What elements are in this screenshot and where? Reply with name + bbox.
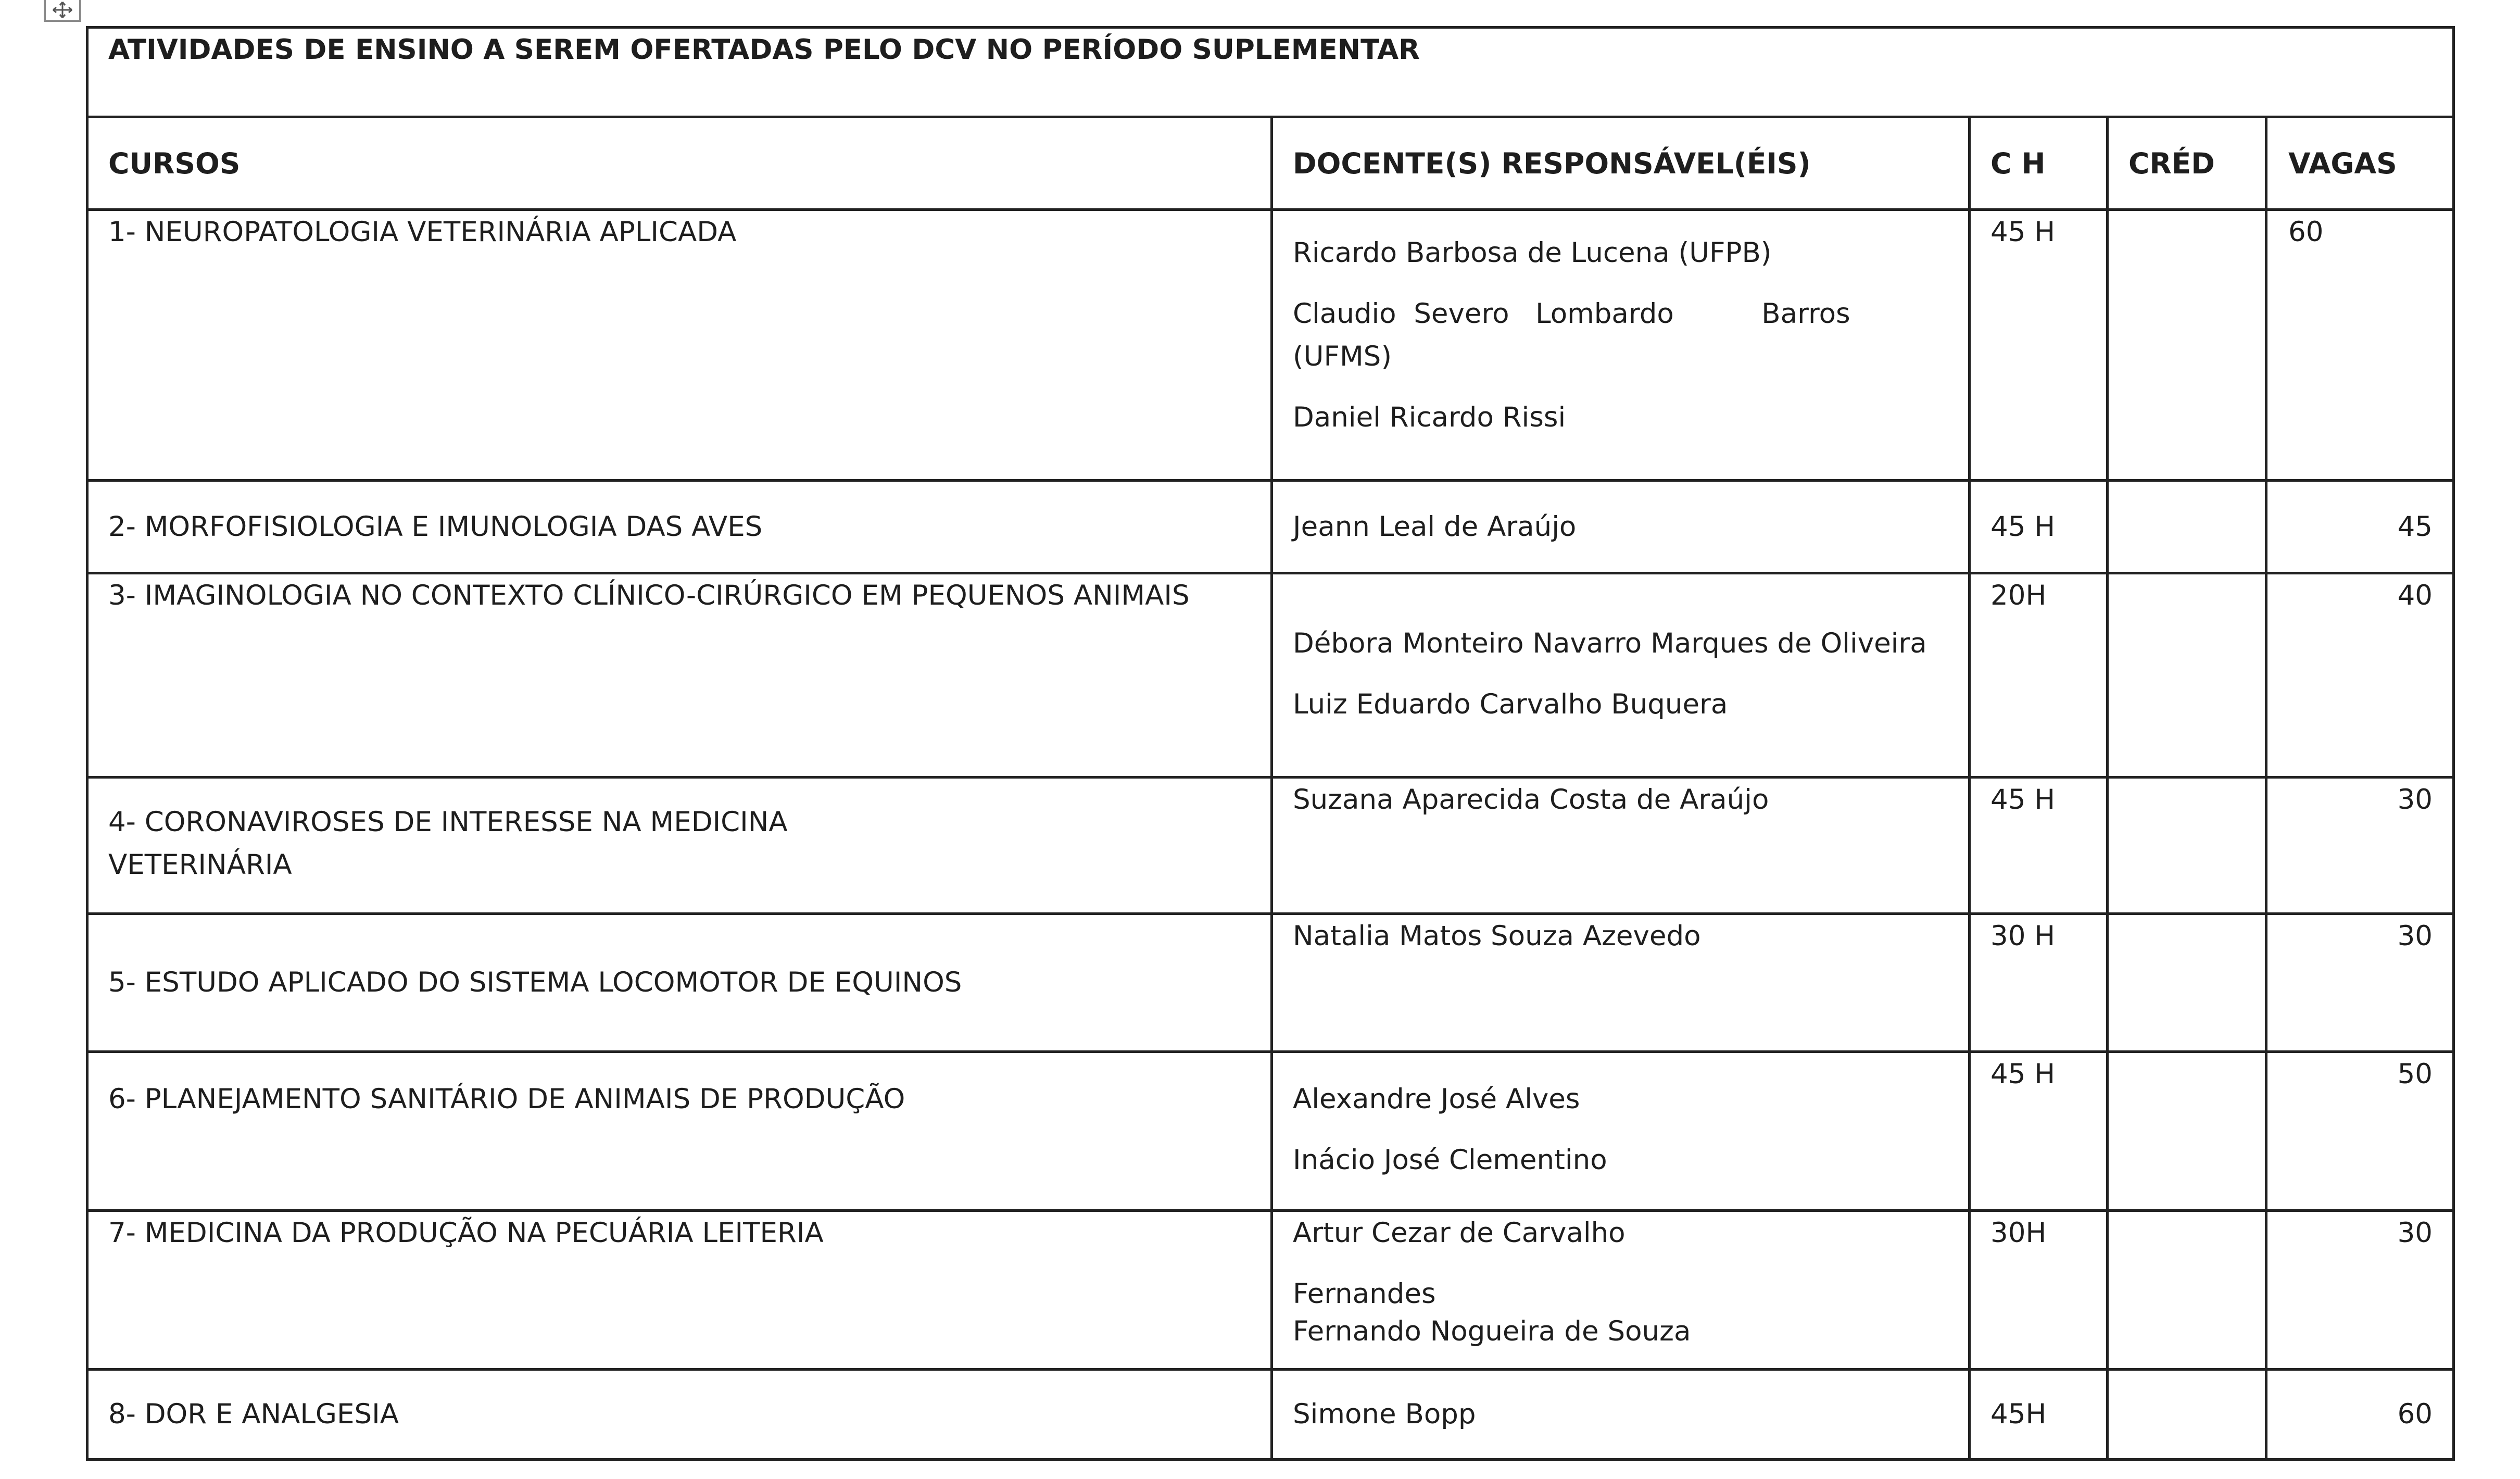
cred-cell — [2108, 1211, 2266, 1370]
ch-cell: 45 H — [1970, 1052, 2108, 1211]
vagas-cell: 45 — [2266, 481, 2454, 573]
curso-cell: 7- MEDICINA DA PRODUÇÃO NA PECUÁRIA LEITERIA — [87, 1211, 1272, 1370]
curso-line: 4- CORONAVIROSES DE INTERESSE NA MEDICINA — [108, 806, 788, 838]
docente-name: Alexandre José Alves — [1293, 1083, 1580, 1115]
docente-name: Fernandes — [1293, 1278, 1436, 1310]
docentes-cell — [1272, 573, 1970, 778]
table-row — [87, 1211, 2454, 1370]
header-cursos: CURSOS — [87, 117, 1272, 210]
cred-cell — [2108, 481, 2266, 573]
ch-cell: 45 H — [1970, 778, 2108, 914]
docente-name: Fernando Nogueira de Souza — [1293, 1315, 1691, 1347]
ch-cell: 45 H — [1970, 481, 2108, 573]
docente-name: Artur Cezar de Carvalho — [1293, 1217, 1626, 1249]
docente-name: Débora Monteiro Navarro Marques de Oliveira — [1293, 628, 1927, 659]
docentes-cell — [1272, 210, 1970, 481]
vagas-cell: 30 — [2266, 914, 2454, 1052]
table-row — [87, 914, 2454, 1052]
curso-cell: 2- MORFOFISIOLOGIA E IMUNOLOGIA DAS AVES — [87, 481, 1272, 573]
vagas-cell: 30 — [2266, 778, 2454, 914]
ch-cell: 45 H — [1970, 210, 2108, 481]
cred-cell — [2108, 210, 2266, 481]
table-row — [87, 1052, 2454, 1211]
ch-cell: 30 H — [1970, 914, 2108, 1052]
cred-cell — [2108, 1052, 2266, 1211]
curso-cell: 1- NEUROPATOLOGIA VETERINÁRIA APLICADA — [87, 210, 1272, 481]
cred-cell — [2108, 914, 2266, 1052]
docente-name: Natalia Matos Souza Azevedo — [1293, 920, 1701, 952]
table-move-handle[interactable] — [44, 0, 81, 22]
cred-cell — [2108, 573, 2266, 778]
table-row — [87, 1370, 2454, 1460]
docentes-cell — [1272, 778, 1970, 914]
docente-name: Ricardo Barbosa de Lucena (UFPB) — [1293, 237, 1772, 269]
move-arrows-icon — [50, 1, 75, 19]
docente-name: Claudio Severo Lombardo Barros — [1293, 298, 1850, 330]
header-vagas: VAGAS — [2266, 117, 2454, 210]
cred-cell — [2108, 1370, 2266, 1460]
header-cred: CRÉD — [2108, 117, 2266, 210]
table-row — [87, 573, 2454, 778]
docentes-cell — [1272, 1052, 1970, 1211]
vagas-cell: 40 — [2266, 573, 2454, 778]
table-row — [87, 778, 2454, 914]
ch-cell: 30H — [1970, 1211, 2108, 1370]
vagas-cell: 30 — [2266, 1211, 2454, 1370]
ch-cell: 20H — [1970, 573, 2108, 778]
header-ch: C H — [1970, 117, 2108, 210]
docente-name: Daniel Ricardo Rissi — [1293, 402, 1566, 433]
curso-cell — [87, 778, 1272, 914]
courses-table — [86, 26, 2455, 1461]
curso-line: VETERINÁRIA — [108, 849, 292, 881]
docentes-cell — [1272, 914, 1970, 1052]
curso-cell: 5- ESTUDO APLICADO DO SISTEMA LOCOMOTOR DE EQUINOS — [87, 914, 1272, 1052]
docente-name: Luiz Eduardo Carvalho Buquera — [1293, 688, 1728, 720]
curso-cell: 8- DOR E ANALGESIA — [87, 1370, 1272, 1460]
curso-cell: 3- IMAGINOLOGIA NO CONTEXTO CLÍNICO-CIRÚRGICO EM PEQUENOS ANIMAIS — [87, 573, 1272, 778]
docente-name: Suzana Aparecida Costa de Araújo — [1293, 784, 1769, 816]
curso-line: 6- PLANEJAMENTO SANITÁRIO DE ANIMAIS DE PRODUÇÃO — [108, 1083, 905, 1115]
vagas-cell: 60 — [2266, 210, 2454, 481]
curso-cell — [87, 1052, 1272, 1211]
ch-cell: 45H — [1970, 1370, 2108, 1460]
docentes-cell — [1272, 1370, 1970, 1460]
table-title: ATIVIDADES DE ENSINO A SEREM OFERTADAS PELO DCV NO PERÍODO SUPLEMENTAR — [87, 28, 2454, 117]
docente-name: Simone Bopp — [1293, 1398, 1476, 1430]
docentes-cell — [1272, 1211, 1970, 1370]
table-row — [87, 481, 2454, 573]
vagas-cell: 50 — [2266, 1052, 2454, 1211]
docente-name: (UFMS) — [1293, 341, 1392, 372]
docentes-cell — [1272, 481, 1970, 573]
vagas-cell: 60 — [2266, 1370, 2454, 1460]
header-docentes: DOCENTE(S) RESPONSÁVEL(ÉIS) — [1272, 117, 1970, 210]
cred-cell — [2108, 778, 2266, 914]
table-title-row — [87, 28, 2454, 117]
table-row — [87, 210, 2454, 481]
docente-name: Jeann Leal de Araújo — [1293, 510, 1577, 543]
docente-name: Inácio José Clementino — [1293, 1144, 1607, 1176]
table-header-row — [87, 117, 2454, 210]
